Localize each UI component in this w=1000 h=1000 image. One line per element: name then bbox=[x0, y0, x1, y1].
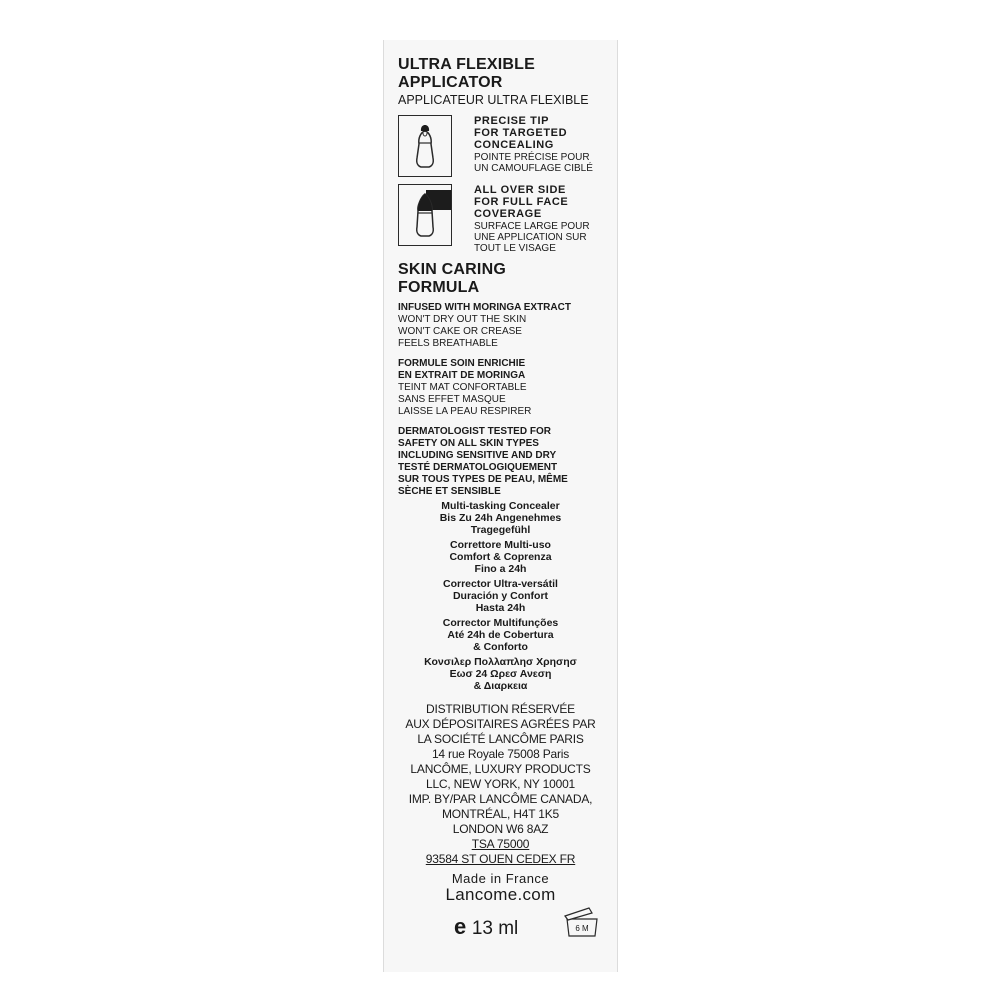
translation-de-line-2: Bis Zu 24h Angenehmes bbox=[439, 512, 562, 524]
formula-en-item-3: FEELS BREATHABLE bbox=[398, 338, 498, 349]
volume-row bbox=[454, 916, 518, 940]
formula-fr-heading-1: FORMULE SOIN ENRICHIE bbox=[398, 358, 526, 369]
tip-en-line-1: PRECISE TIP bbox=[474, 115, 550, 127]
precise-tip-icon bbox=[398, 115, 452, 177]
translation-pt-line-1: Corrector Multifunções bbox=[442, 617, 559, 629]
formula-title-line-1: SKIN CARING bbox=[398, 261, 506, 278]
formula-en-heading: INFUSED WITH MORINGA EXTRACT bbox=[398, 302, 571, 313]
translation-de-line-1: Multi-tasking Concealer bbox=[441, 500, 560, 512]
derm-fr-line-1: TESTÉ DERMATOLOGIQUEMENT bbox=[398, 462, 558, 473]
derm-fr-line-3: SÈCHE ET SENSIBLE bbox=[398, 486, 501, 497]
translation-es-line-2: Duración y Confort bbox=[452, 590, 549, 602]
distribution-line-4: 14 rue Royale 75008 Paris bbox=[431, 747, 570, 761]
distribution-line-1: DISTRIBUTION RÉSERVÉE bbox=[426, 702, 575, 716]
translation-el-line-1: Κονσιλερ Πολλαπλησ Χρησησ bbox=[424, 656, 577, 668]
translation-el-line-2: Εωσ 24 Ωρεσ Ανεση bbox=[449, 668, 552, 680]
distribution-line-5: LANCÔME, LUXURY PRODUCTS bbox=[410, 762, 591, 776]
translation-es-line-3: Hasta 24h bbox=[475, 602, 526, 614]
distribution-line-7: IMP. BY/PAR LANCÔME CANADA, bbox=[408, 792, 593, 806]
translation-es-line-1: Corrector Ultra-versátil bbox=[443, 578, 558, 590]
distribution-line-6: LLC, NEW YORK, NY 10001 bbox=[425, 777, 576, 791]
distribution-line-9: LONDON W6 8AZ bbox=[452, 822, 549, 836]
distribution-line-3: LA SOCIÉTÉ LANCÔME PARIS bbox=[417, 732, 584, 746]
distribution-line-8: MONTRÉAL, H4T 1K5 bbox=[441, 807, 560, 821]
applicator-subtitle: APPLICATEUR ULTRA FLEXIBLE bbox=[398, 93, 589, 107]
tip-fr-line-1: POINTE PRÉCISE POUR bbox=[474, 152, 590, 163]
formula-fr-item-3: LAISSE LA PEAU RESPIRER bbox=[398, 406, 532, 417]
applicator-title-line-1: ULTRA FLEXIBLE bbox=[398, 56, 536, 73]
side-en-line-3: COVERAGE bbox=[474, 208, 542, 220]
volume-text: 13 ml bbox=[471, 918, 519, 939]
formula-fr-heading-2: EN EXTRAIT DE MORINGA bbox=[398, 370, 526, 381]
distribution-tsa: TSA 75000 bbox=[471, 837, 530, 851]
derm-en-line-2: SAFETY ON ALL SKIN TYPES bbox=[398, 438, 539, 449]
estimated-sign: e bbox=[454, 914, 467, 939]
formula-fr-item-2: SANS EFFET MASQUE bbox=[398, 394, 506, 405]
formula-title-line-2: FORMULA bbox=[398, 279, 480, 296]
side-fr-line-1: SURFACE LARGE POUR bbox=[474, 221, 590, 232]
derm-en-line-3: INCLUDING SENSITIVE AND DRY bbox=[398, 450, 557, 461]
formula-en-item-1: WON'T DRY OUT THE SKIN bbox=[398, 314, 527, 325]
translation-pt-line-2: Até 24h de Cobertura bbox=[447, 629, 554, 641]
product-box-panel bbox=[383, 40, 618, 972]
made-in-france: Made in France bbox=[451, 871, 550, 886]
website-text: Lancome.com bbox=[445, 885, 556, 904]
all-over-side-icon bbox=[398, 184, 452, 246]
translation-it-line-1: Correttore Multi-uso bbox=[450, 539, 551, 551]
side-fr-line-3: TOUT LE VISAGE bbox=[474, 243, 556, 254]
pao-jar-icon bbox=[562, 906, 602, 940]
distribution-line-10 bbox=[384, 837, 617, 852]
translation-it-line-2: Comfort & Coprenza bbox=[449, 551, 552, 563]
derm-fr-line-2: SUR TOUS TYPES DE PEAU, MÊME bbox=[398, 474, 568, 485]
distribution-line-2: AUX DÉPOSITAIRES AGRÉES PAR bbox=[405, 717, 596, 731]
distribution-line-11 bbox=[384, 852, 617, 867]
side-en-line-1: ALL OVER SIDE bbox=[474, 184, 566, 196]
translation-it-line-3: Fino a 24h bbox=[474, 563, 527, 575]
translation-de-line-3: Tragegefühl bbox=[470, 524, 531, 536]
tip-en-line-2: FOR TARGETED bbox=[474, 127, 568, 139]
distribution-cedex: 93584 ST OUEN CEDEX FR bbox=[425, 852, 576, 866]
side-fr-line-2: UNE APPLICATION SUR bbox=[474, 232, 587, 243]
pao-label: 6 M bbox=[575, 924, 589, 933]
derm-en-line-1: DERMATOLOGIST TESTED FOR bbox=[398, 426, 551, 437]
side-en-line-2: FOR FULL FACE bbox=[474, 196, 569, 208]
formula-en-item-2: WON'T CAKE OR CREASE bbox=[398, 326, 522, 337]
translation-pt-line-3: & Conforto bbox=[473, 641, 528, 653]
tip-fr-line-2: UN CAMOUFLAGE CIBLÉ bbox=[474, 163, 593, 174]
tip-en-line-3: CONCEALING bbox=[474, 139, 554, 151]
translation-el-line-3: & Διαρκεια bbox=[473, 680, 528, 692]
formula-fr-item-1: TEINT MAT CONFORTABLE bbox=[398, 382, 527, 393]
applicator-title-line-2: APPLICATOR bbox=[398, 74, 503, 91]
